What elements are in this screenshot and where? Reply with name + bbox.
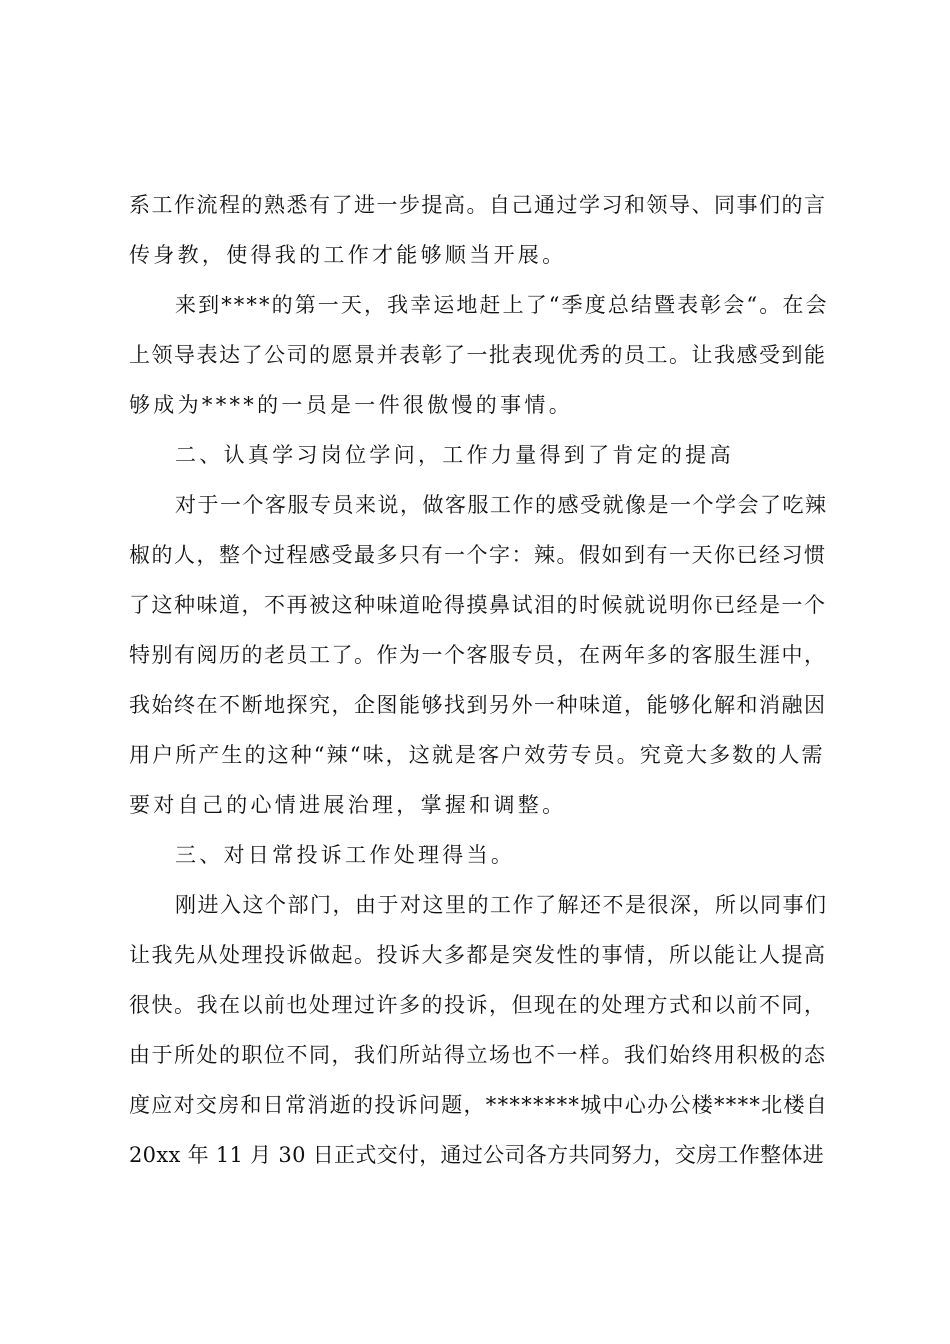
paragraph-line: 很快。我在以前也处理过许多的投诉，但现在的处理方式和以前不同， <box>129 993 827 1017</box>
section-heading: 三、对日常投诉工作处理得当。 <box>175 843 516 867</box>
paragraph-line: 我始终在不断地探究，企图能够找到另外一种味道，能够化解和消融因 <box>129 693 827 717</box>
paragraph-line: 度应对交房和日常消逝的投诉问题，********城中心办公楼****北楼自 <box>129 1093 829 1117</box>
paragraph-line: 让我先从处理投诉做起。投诉大多都是突发性的事情，所以能让人提高 <box>129 943 827 967</box>
paragraph-line: 来到****的第一天，我幸运地赶上了“季度总结暨表彰会“。在会 <box>175 293 829 317</box>
paragraph-line: 由于所处的职位不同，我们所站得立场也不一样。我们始终用积极的态 <box>129 1043 827 1067</box>
section-heading: 二、认真学习岗位学问，工作力量得到了肯定的提高 <box>175 443 734 467</box>
paragraph-line: 椒的人，整个过程感受最多只有一个字：辣。假如到有一天你已经习惯 <box>129 543 827 567</box>
paragraph-line: 要对自己的心情进展治理，掌握和调整。 <box>129 793 567 817</box>
paragraph-line: 对于一个客服专员来说，做客服工作的感受就像是一个学会了吃辣 <box>175 493 828 517</box>
paragraph-line: 刚进入这个部门，由于对这里的工作了解还不是很深，所以同事们 <box>175 893 828 917</box>
paragraph-line: 20xx 年 11 月 30 日正式交付，通过公司各方共同努力，交房工作整体进 <box>129 1143 824 1167</box>
paragraph-line: 系工作流程的熟悉有了进一步提高。自己通过学习和领导、同事们的言 <box>129 193 827 217</box>
paragraph-line: 了这种味道，不再被这种味道呛得摸鼻试泪的时候就说明你已经是一个 <box>129 593 827 617</box>
paragraph-line: 上领导表达了公司的愿景并表彰了一批表现优秀的员工。让我感受到能 <box>129 343 827 367</box>
paragraph-line: 特别有阅历的老员工了。作为一个客服专员，在两年多的客服生涯中， <box>129 643 827 667</box>
document-body <box>129 180 829 1180</box>
paragraph-line: 传身教，使得我的工作才能够顺当开展。 <box>129 243 567 267</box>
paragraph-line: 够成为****的一员是一件很傲慢的事情。 <box>129 393 573 417</box>
paragraph-line: 用户所产生的这种“辣“味，这就是客户效劳专员。究竟大多数的人需 <box>129 743 825 767</box>
